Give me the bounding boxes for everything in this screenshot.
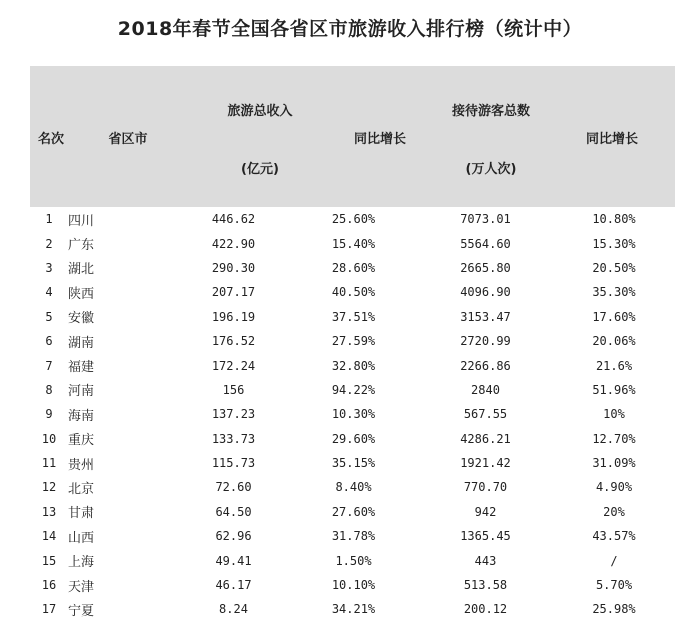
- visitors-growth-cell: 20%: [603, 504, 625, 519]
- table-row: [30, 597, 675, 621]
- header-visitors: 接待游客总数: [451, 104, 530, 119]
- province-cell: 山西: [68, 530, 95, 546]
- revenue-growth-cell: 35.15%: [331, 456, 376, 471]
- rank-cell: 10: [41, 431, 57, 446]
- visitors-cell: 5564.60: [460, 236, 511, 251]
- province-cell: 陕西: [68, 286, 95, 302]
- table-row: [30, 378, 675, 402]
- revenue-growth-cell: 10.30%: [331, 407, 376, 422]
- revenue-cell: 72.60: [215, 480, 252, 495]
- header-revenue-growth: 同比增长: [353, 132, 406, 147]
- visitors-cell: 4096.90: [460, 285, 511, 300]
- header-province: 省区市: [108, 132, 148, 147]
- rank-cell: 7: [45, 358, 53, 373]
- visitors-growth-cell: 31.09%: [592, 456, 636, 471]
- revenue-cell: 446.62: [211, 212, 256, 227]
- rank-cell: 11: [41, 456, 57, 471]
- revenue-cell: 290.30: [211, 260, 256, 275]
- table-row: [30, 256, 675, 280]
- visitors-growth-cell: 43.57%: [592, 529, 636, 544]
- revenue-growth-cell: 40.50%: [331, 285, 376, 300]
- province-cell: 安徽: [68, 311, 95, 327]
- rank-cell: 9: [45, 407, 53, 422]
- province-cell: 重庆: [68, 433, 95, 449]
- province-cell: 四川: [68, 213, 95, 229]
- visitors-cell: 770.70: [463, 480, 508, 495]
- visitors-growth-cell: 21.6%: [595, 358, 633, 373]
- visitors-growth-cell: 4.90%: [595, 480, 633, 495]
- province-cell: 河南: [68, 384, 95, 400]
- table-row: [30, 524, 675, 548]
- revenue-cell: 156: [222, 382, 245, 397]
- table-row: [30, 207, 675, 231]
- visitors-growth-cell: 25.98%: [592, 602, 636, 617]
- visitors-growth-cell: 17.60%: [592, 309, 636, 324]
- visitors-growth-cell: 5.70%: [595, 578, 633, 593]
- table-row: [30, 427, 675, 451]
- rank-cell: 14: [41, 529, 57, 544]
- visitors-cell: 513.58: [463, 578, 508, 593]
- province-cell: 湖南: [68, 335, 95, 351]
- rank-cell: 12: [41, 480, 57, 495]
- revenue-growth-cell: 10.10%: [331, 578, 376, 593]
- rank-cell: 17: [41, 602, 57, 617]
- rank-cell: 8: [45, 382, 53, 397]
- visitors-growth-cell: 10%: [603, 407, 625, 422]
- province-cell: 贵州: [68, 457, 95, 473]
- revenue-cell: 64.50: [215, 504, 252, 519]
- revenue-cell: 115.73: [211, 456, 256, 471]
- revenue-cell: 49.41: [215, 553, 252, 568]
- visitors-growth-cell: 20.50%: [592, 260, 636, 275]
- revenue-growth-cell: 28.60%: [331, 260, 376, 275]
- province-cell: 广东: [68, 238, 95, 254]
- revenue-cell: 176.52: [211, 334, 256, 349]
- revenue-cell: 137.23: [211, 407, 256, 422]
- visitors-cell: 2266.86: [460, 358, 511, 373]
- visitors-cell: 567.55: [463, 407, 508, 422]
- table-row: [30, 475, 675, 499]
- revenue-cell: 62.96: [215, 529, 252, 544]
- rank-cell: 1: [45, 212, 53, 227]
- revenue-growth-cell: 1.50%: [335, 553, 372, 568]
- revenue-growth-cell: 32.80%: [331, 358, 376, 373]
- visitors-cell: 2720.99: [460, 334, 511, 349]
- revenue-growth-cell: 37.51%: [331, 309, 376, 324]
- revenue-cell: 133.73: [211, 431, 256, 446]
- table-row: [30, 305, 675, 329]
- visitors-growth-cell: 10.80%: [592, 212, 636, 227]
- revenue-growth-cell: 8.40%: [335, 480, 372, 495]
- province-cell: 北京: [68, 481, 95, 497]
- visitors-cell: 942: [474, 504, 497, 519]
- revenue-growth-cell: 15.40%: [331, 236, 376, 251]
- province-cell: 天津: [68, 579, 95, 595]
- table-row: [30, 451, 675, 475]
- header-rank: 名次: [37, 132, 64, 147]
- revenue-growth-cell: 94.22%: [331, 382, 376, 397]
- rank-cell: 3: [45, 260, 53, 275]
- rank-cell: 13: [41, 504, 57, 519]
- revenue-cell: 422.90: [211, 236, 256, 251]
- visitors-growth-cell: 12.70%: [592, 431, 636, 446]
- rank-cell: 16: [41, 578, 57, 593]
- rank-cell: 2: [45, 236, 53, 251]
- visitors-growth-cell: 35.30%: [592, 285, 636, 300]
- table-row: [30, 353, 675, 377]
- revenue-growth-cell: 34.21%: [331, 602, 376, 617]
- rank-cell: 6: [45, 334, 53, 349]
- visitors-growth-cell: 20.06%: [592, 334, 636, 349]
- province-cell: 福建: [68, 360, 95, 376]
- visitors-cell: 7073.01: [460, 212, 511, 227]
- province-cell: 上海: [68, 555, 95, 571]
- province-cell: 海南: [68, 408, 95, 424]
- visitors-cell: 1921.42: [460, 456, 511, 471]
- revenue-cell: 196.19: [211, 309, 256, 324]
- revenue-cell: 172.24: [211, 358, 256, 373]
- visitors-cell: 4286.21: [460, 431, 511, 446]
- table-row: [30, 280, 675, 304]
- visitors-cell: 2665.80: [460, 260, 511, 275]
- province-cell: 湖北: [68, 262, 95, 278]
- revenue-growth-cell: 27.60%: [331, 504, 376, 519]
- revenue-cell: 8.24: [219, 602, 248, 617]
- rank-cell: 5: [45, 309, 53, 324]
- revenue-growth-cell: 25.60%: [331, 212, 376, 227]
- visitors-cell: 2840: [471, 382, 500, 397]
- table-row: [30, 402, 675, 426]
- visitors-growth-cell: 51.96%: [592, 382, 636, 397]
- header-revenue: 旅游总收入: [227, 104, 293, 119]
- revenue-growth-cell: 27.59%: [331, 334, 376, 349]
- page-title: 2018年春节全国各省区市旅游收入排行榜（统计中）: [117, 18, 583, 40]
- table-row: [30, 573, 675, 597]
- header-visitors-unit: (万人次): [465, 162, 517, 177]
- table-row: [30, 231, 675, 255]
- revenue-growth-cell: 31.78%: [331, 529, 376, 544]
- visitors-cell: 443: [474, 553, 497, 568]
- header-revenue-unit: (亿元): [241, 162, 279, 177]
- province-cell: 甘肃: [68, 506, 95, 522]
- rank-cell: 15: [41, 553, 57, 568]
- visitors-cell: 200.12: [463, 602, 508, 617]
- revenue-cell: 46.17: [215, 578, 252, 593]
- table-row: [30, 500, 675, 524]
- visitors-growth-cell: /: [610, 553, 618, 568]
- table-row: [30, 329, 675, 353]
- revenue-growth-cell: 29.60%: [331, 431, 376, 446]
- province-cell: 宁夏: [68, 603, 95, 619]
- rank-cell: 4: [45, 285, 53, 300]
- header-visitors-growth: 同比增长: [585, 132, 638, 147]
- visitors-growth-cell: 15.30%: [592, 236, 636, 251]
- table-row: [30, 548, 675, 572]
- visitors-cell: 3153.47: [460, 309, 511, 324]
- revenue-cell: 207.17: [211, 285, 256, 300]
- visitors-cell: 1365.45: [460, 529, 511, 544]
- ranking-table: [30, 207, 675, 622]
